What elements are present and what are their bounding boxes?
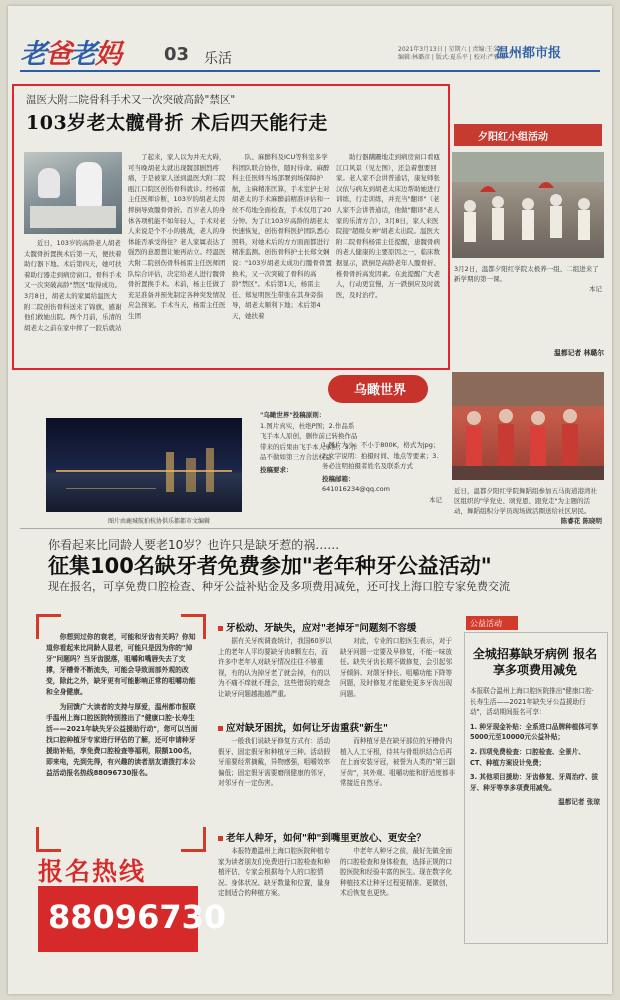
fan-dance-photo	[452, 152, 604, 258]
contest-logo-text: 乌瞰世界	[354, 383, 407, 398]
notice-title: 全城招募缺牙病例 报名享多项费用减免	[472, 647, 598, 677]
article-column-1: 近日，103岁的高龄老人胡老太髋骨折置换术后第一天，便扶着助行器下地。术后第四天，她可扶着助行器走到病房窗口。骨科手术又一次突破高龄"禁区"取得成功。3月8日，胡老太的家属给温医大附二院创伤骨科送来了锦旗，感谢他们救她出院。两个月前，乐清的胡老太之前在家中摔了一跤后就站	[24, 239, 122, 332]
page-section: 乐活	[204, 51, 232, 67]
notice-paragraph-1: 本报联合温州上海口腔医院推出"健康口腔·长寿生活——2021年缺失牙公益援助行动"，活动期间报名可享：	[470, 687, 594, 717]
article-byline: 温都记者 林璐尔	[554, 349, 604, 357]
contest-credit: 本记	[429, 495, 442, 504]
tower-light	[166, 452, 174, 492]
fan-photo-credit: 本记	[589, 285, 602, 293]
article-kicker: 温医大附二院骨科手术又一次突破高龄"禁区"	[26, 94, 236, 106]
article-column-4: 助行器蹒跚地走到病房窗口看瓯江口风景（见左图），还急着想要回家。老人家不会讲普通话，康复师张汉依与病友到胡老太床边帮助她进行训练，行走训练，并充当"翻译"（老人家不会讲普通话，他做"翻译"老人家的乐清方言），3月8日，家人来医院接"超级女神"胡老太出院。温医大附二院骨科杨雷主任提醒，患髋骨病的老人健康的主要原因之一，临床数据显示，跌倒是高龄老年人髋骨折、椎骨骨折高发因素。在此提醒广大老人，行动更宜慢，万一跌倒应及时就医，及时治疗。	[336, 153, 440, 299]
aerial-photo-caption: 图片由鹿城航拍杭协供乐都都市文编辑	[108, 518, 211, 525]
logo-char-2: 爸	[45, 39, 70, 70]
notice-item-2: 2. 四项免费检查：口腔检查、全景片、CT、种植方案设计免费；	[470, 747, 585, 767]
lead-paragraph-2: 为回馈广大读者的支持与厚爱，温州都市报联手温州上海口腔医院特别推出了"健康口腔·长寿生活——2021年缺失牙公益援助行动"，您可以当面找口腔种植牙专家进行评估的了解，还可申请种牙援助补贴，享免费口腔检查等福利，限额100名，即来电，先到先得，有兴趣的读者朋友请拨打本公益活动报名热线88096730报名。	[46, 703, 198, 777]
patient-photo	[24, 152, 122, 234]
contest-email[interactable]: 641016234@qq.com	[322, 485, 390, 493]
corner-bottom-left	[36, 827, 61, 852]
section-1-col-b: 对此，专业的口腔医生表示，对于缺牙问题一定要及早修复，不能一味放任。缺失牙齿长期不做修复，会引起邻牙倾斜、对颌牙伸长、咀嚼功能下降等问题，及时修复才能避免更多牙齿出现问题。	[340, 637, 453, 698]
logo-char-1: 老	[20, 39, 45, 70]
section-2-col-a: 一般我们说缺牙修复方式有：活动假牙、固定假牙和种植牙三种。活动假牙需要经常摘戴，异物感强，咀嚼效率偏低；固定假牙需要磨削健康的邻牙，对邻牙有一定伤害。	[218, 737, 331, 788]
contest-requirements	[322, 440, 442, 505]
article-headline: 103岁老太髋骨折 术后四天能行走	[26, 112, 328, 134]
section-head-3: 老年人种牙，如何"种"到嘴里更放心、更安全？	[218, 830, 426, 844]
requirements-title: 投稿要求：	[260, 465, 293, 474]
mail-title: 投稿邮箱：	[322, 474, 355, 483]
section-1-col-a: 据有关牙疾调查统计，我国60岁以上的老年人平均要缺牙齿8颗左右，而许多中老年人对缺牙情况往往不够重视，有的认为掉牙老了就会掉，有的以为不痛不痒就不理会，这些错误的观念让缺牙问题越拖越严重。	[218, 637, 332, 698]
rules-title: "乌瞰世界"投稿原则：	[260, 411, 326, 419]
promo-title: 征集100名缺牙者免费参加"老年种牙公益活动"	[48, 554, 492, 578]
section-head-2: 应对缺牙困扰，如何让牙齿重获"新生"	[218, 720, 388, 734]
newspaper-name: 温州都市报	[496, 46, 562, 61]
requirements-text: 1.图片大小：不小于800K，格式为jpg；2.文字说明：拍摄时间、地点等要素；3.务必注明拍摄者姓名及联系方式	[322, 441, 440, 470]
notice-item-3: 3. 其他项目援助：牙齿修复、牙周治疗、拔牙、种牙等享多项费用减免。	[470, 773, 599, 792]
patient-figure	[38, 168, 60, 198]
section-divider	[20, 528, 600, 529]
hotline-title: 报名热线	[38, 857, 147, 886]
notice-tag-text: 公益活动	[470, 619, 502, 628]
sidebar-title: 夕阳红小组活动	[478, 132, 548, 143]
promo-intro: 现在报名，可享免费口腔检查、种牙公益补贴金及多项费用减免，还可找上海口腔专家免费交流	[48, 580, 510, 593]
fan-photo-caption: 3月2日，温都夕阳红学院太极养一组、二组进来了新学期的第一课。 本记	[454, 265, 602, 293]
section-3-col-b: 中老年人种牙之前，最好先做全面的口腔检查和身体检查，选择正规的口腔医院和经验丰富的医生。现在数字化种植技术让种牙过程更精准、更微创，术后恢复也更快。	[340, 847, 453, 898]
newspaper-page	[8, 6, 612, 994]
road-lights	[66, 488, 156, 489]
notice-body	[470, 686, 600, 808]
dance-group-caption: 近日，温都夕阳红学院舞蹈组参加五马街道港湾社区组织的"学党史、颂党恩、跟党走"为主题的活动，舞蹈组积分学员现场做活圈送给社区居民。 陈睿花 陈晓明	[454, 487, 602, 525]
logo-char-4: 妈	[95, 39, 120, 70]
logo-char-3: 老	[70, 39, 95, 70]
rules-text: 1.图片真实，杜绝P图；2.作品系飞手本人原创，删作前已转换作品带来的后果由飞手本人承担；3.作品不做如第三方合法权益	[260, 421, 358, 461]
building-light	[186, 458, 196, 492]
header-rule	[20, 70, 600, 72]
notice-byline: 温都记者 张琼	[558, 798, 600, 807]
corner-bottom-right	[181, 827, 206, 852]
page-number: 03	[164, 44, 190, 65]
article-column-2: 了起来，家人以为并无大碍，可当晚胡老太就出现髋部剧烈疼痛，于是被家人送到温医大附二院瓯江口院区创伤骨科就诊。经杨雷主任医师诊断，103岁的胡老太因摔倒导致髋骨骨折。百岁老人的身体各项机能不如年轻人，手术对老人来说是个不小的挑战，老人的身体能否承受得住？老人家属表达了强烈的意愿想让她再站立。经温医大附二院创伤骨科杨雷主任医师团队综合评估，决定给老人进行髋骨骨折置换手术。术前，杨主任做了充足准备并预先制定各种突发情况应急预案。手术当天，杨雷主任医生团	[128, 153, 226, 320]
lead-text	[46, 632, 198, 783]
bullet-icon	[218, 726, 223, 731]
dance-group-credit: 陈睿花 陈晓明	[560, 517, 602, 525]
promo-subtitle: 你看起来比同龄人要老10岁？也许只是缺牙惹的祸……	[48, 538, 340, 552]
section-logo	[20, 32, 120, 71]
staff-figure	[76, 162, 102, 208]
dance-group-illustration	[452, 372, 604, 480]
issue-date: 2021年3月13日 | 星期六 | 责编:王金杰	[398, 46, 505, 53]
lead-paragraph-1: 你想到过你的衰老，可能和牙齿有关吗？你知道你看起来比同龄人显老，可能只是因为你的"掉牙"问题吗？当牙齿脱落，咀嚼和嘴唇失去了支撑，牙槽骨不断流失，可能会导致面部外观的改变，除此之外，缺牙更有可能影响正常的咀嚼功能和全身健康。	[46, 633, 196, 696]
section-3-col-a: 本报特邀温州上海口腔医院种植专家为读者朋友们免费进行口腔检查和种植评估，专家会根据每个人的口腔情况、身体状况、缺牙数量和位置，量身定制适合的种植方案。	[218, 847, 331, 898]
aerial-night-photo	[46, 418, 242, 512]
article-column-3: 队、麻醉科及ICU等科室多学科团队联合协作，随时待命。麻醉科主任医师当场部署到场保障护航，主麻精准匡算，手术室护士对胡老太的手术麻醉前精准评估和一丝不苟地全面检查，手术仅用了20分钟。为了让103岁高龄的胡老太快速恢复，创伤骨科医护团队悉心照料，对她术后的方方面面都进行精准监测。创伤骨科护士长郑文娴说："103岁胡老太成功行髋骨骨置换术，又一次突破了骨科的高龄"禁区"。术后第1天，杨雷主任、郑复明医生带张在其身旁指导，胡老太顺利下地；术后第4天，她扶着	[232, 153, 332, 320]
hospital-bed	[30, 206, 116, 228]
fan-dancers-illustration	[452, 152, 604, 258]
section-2-col-b: 而种植牙是在缺牙部位的牙槽骨内植入人工牙根，待其与骨组织结合后再在上面安装牙冠，被誉为人类的"第三副牙齿"，其外观、咀嚼功能和舒适度都非常接近自然牙。	[340, 737, 456, 788]
notice-item-1: 1. 种牙现金补贴：全系进口品牌种植体可享5000元至10000元公益补贴；	[470, 722, 599, 742]
dance-group-photo	[452, 372, 604, 480]
bullet-icon	[218, 836, 223, 841]
section-head-1: 牙松动、牙缺失，应对"老掉牙"问题刻不容缓	[218, 620, 416, 634]
hotline-number[interactable]: 88096730	[48, 898, 227, 936]
highrise-light	[206, 448, 214, 492]
editor-credits: 编辑:林璐彦 | 版式:夏乐平 | 校对:严雅瑶	[398, 54, 506, 61]
bullet-icon	[218, 626, 223, 631]
